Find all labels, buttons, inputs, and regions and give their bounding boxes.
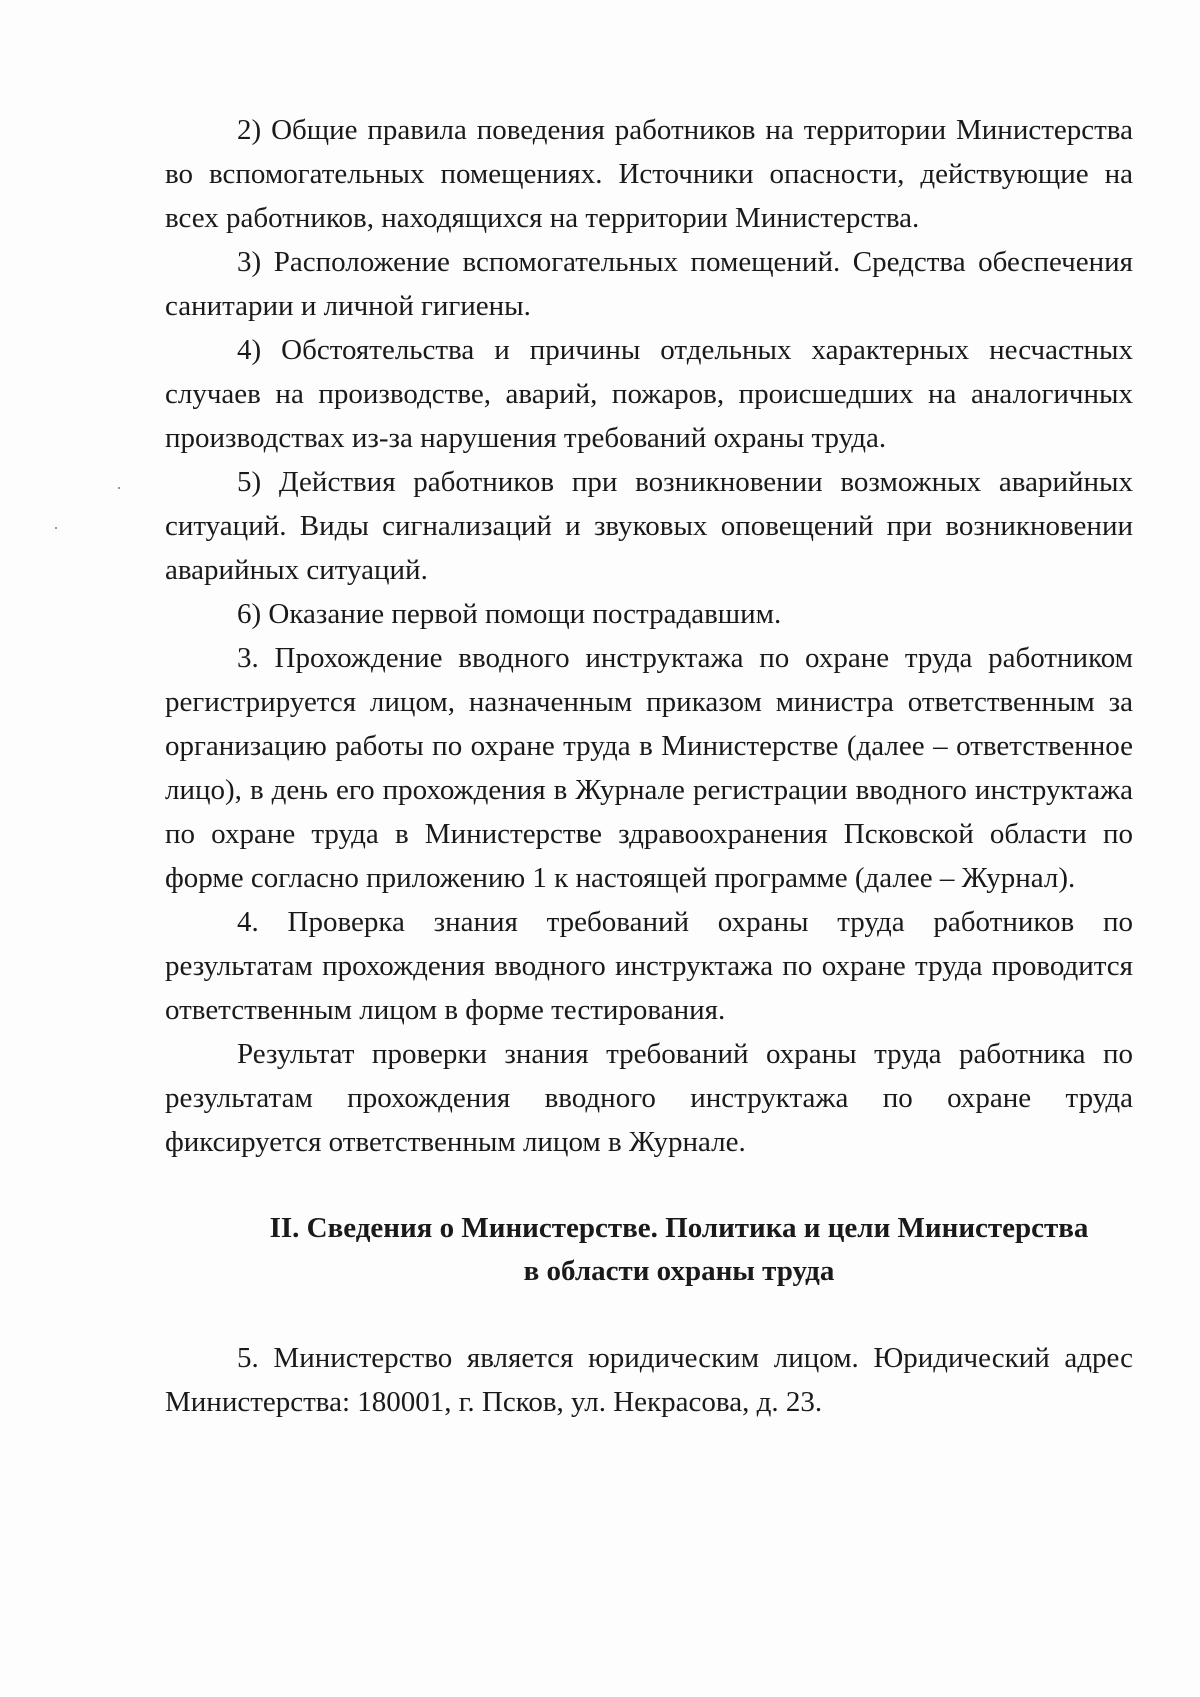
paragraph-item-4: 4) Обстоятельства и причины отдельных характерных несчастных случаев на производстве, аварий, пожаров, происшедших на аналогичных производствах из-за нарушения требований охраны труда. — [165, 334, 1133, 454]
paragraph-section-5: 5. Министерство является юридическим лицом. Юридический адрес Министерства: 180001, г. Псков, ул. Некрасова, д. 23. — [165, 1342, 1133, 1418]
scan-speck — [118, 487, 120, 489]
paragraph-item-6: 6) Оказание первой помощи пострадавшим. — [237, 598, 782, 630]
paragraph-section-4: 4. Проверка знания требований охраны труда работников по результатам прохождения вводного инструктажа по охране труда проводится ответственным лицом в форме тестирования. — [165, 906, 1133, 1026]
paragraph-item-3: 3) Расположение вспомогательных помещений. Средства обеспечения санитарии и личной гигиены. — [165, 246, 1133, 322]
document-body — [165, 108, 1133, 1424]
paragraph-section-3: 3. Прохождение вводного инструктажа по охране труда работником регистрируется лицом, назначенным приказом министра ответственным за организацию работы по охране труда в Министерстве (далее – ответственное лицо), в день его прохождения в Журнале регистрации вводного инструктажа по охране труда в Министерстве здравоохранения Псковской области по форме согласно приложению 1 к настоящей программе (далее – Журнал). — [165, 642, 1133, 894]
section-heading-line-1: II. Сведения о Министерстве. Политика и цели Министерства — [269, 1212, 1089, 1244]
section-heading — [165, 1207, 1133, 1293]
paragraph-result: Результат проверки знания требований охраны труда работника по результатам прохождения вводного инструктажа по охране труда фиксируется ответственным лицом в Журнале. — [165, 1038, 1133, 1158]
heading-spacer — [165, 1293, 1133, 1336]
paragraph-item-5: 5) Действия работников при возникновении возможных аварийных ситуаций. Виды сигнализаций и звуковых оповещений при возникновении аварийных ситуаций. — [165, 466, 1133, 586]
scan-speck — [55, 527, 57, 529]
paragraph-item-2: 2) Общие правила поведения работников на территории Министерства во вспомогательных помещениях. Источники опасности, действующие на всех работников, находящихся на территории Министерства. — [165, 114, 1133, 234]
section-heading-line-2: в области охраны труда — [523, 1255, 835, 1287]
